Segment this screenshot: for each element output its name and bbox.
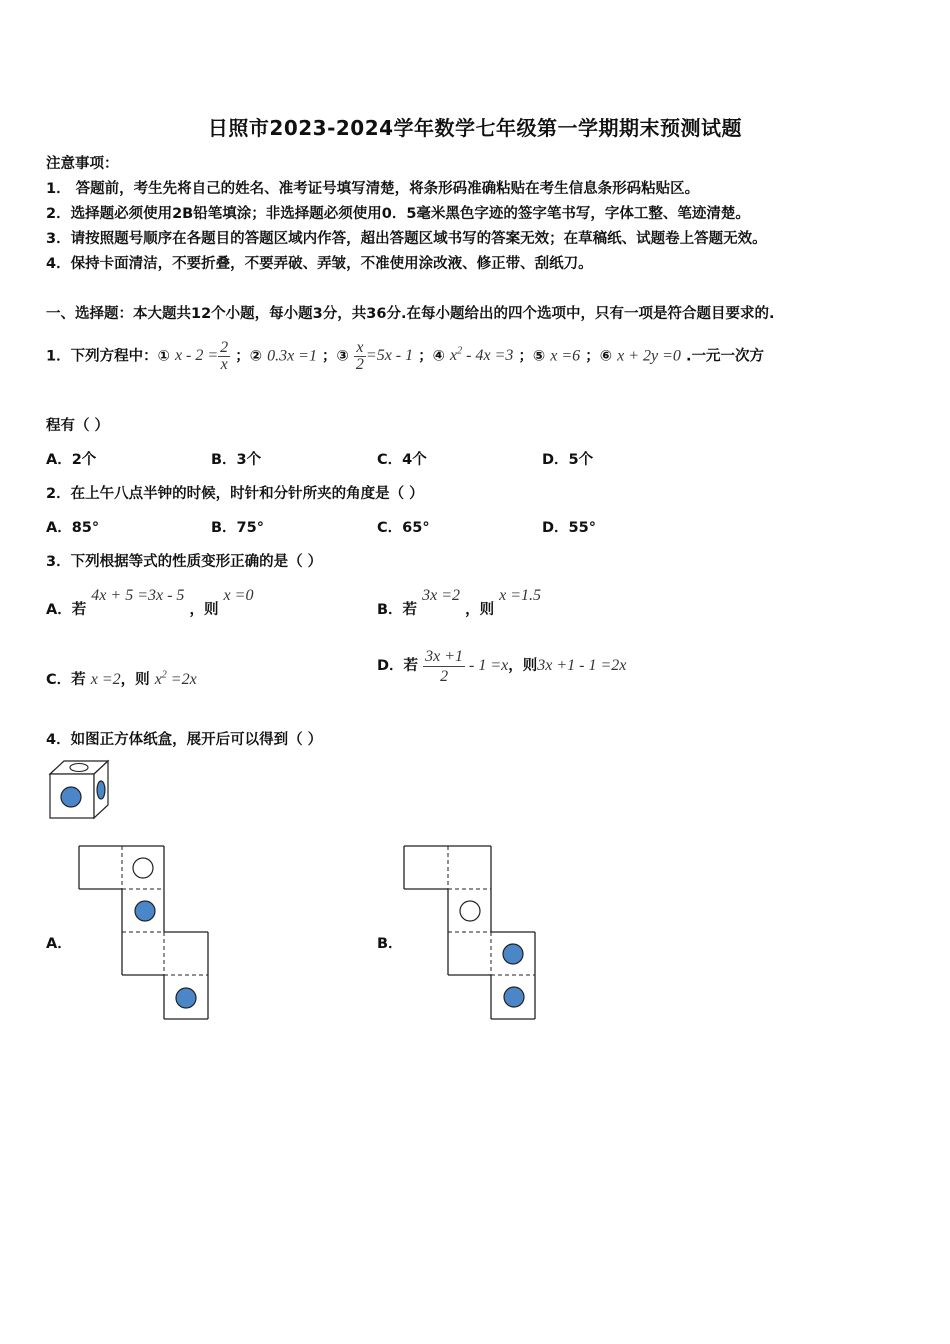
q1-suffix: .一元一次方: [685, 348, 764, 365]
q1-option-c[interactable]: C．4个: [377, 452, 427, 468]
page-title: 日照市2023-2024学年数学七年级第一学期期末预测试题: [207, 116, 743, 140]
q1-eq5: x =6: [550, 347, 581, 365]
q1-eq4: $x^2 - 4x =3$: [450, 346, 514, 365]
notice-item-4: 4．保持卡面清洁，不要折叠，不要弄破、弄皱，不准使用涂改液、修正带、刮纸刀。: [46, 256, 593, 272]
q4-option-a[interactable]: A．: [46, 936, 72, 952]
q3-option-c[interactable]: C．若 x =2，则 $x^2 =2x$: [46, 669, 197, 688]
notice-item-1: 1． 答题前，考生先将自己的姓名、准考证号填写清楚，将条形码准确粘贴在考生信息条形码粘贴区。: [46, 181, 700, 197]
question-1: [46, 330, 764, 374]
notice-heading: 注意事项：: [46, 156, 119, 172]
q1-sep: ；⑤: [518, 348, 546, 365]
notice-item-2: 2．选择题必须使用2B铅笔填涂；非选择题必须使用0．5毫米黑色字迹的签字笔书写，字体工整、笔迹清楚。: [46, 206, 750, 222]
section-heading: 一、选择题：本大题共12个小题，每小题3分，共36分.在每小题给出的四个选项中，只有一项是符合题目要求的.: [46, 306, 775, 322]
q3-option-d[interactable]: D．若 $\frac{3x +1}{2}$ - 1 =x，则3x +1 - 1 =2x: [377, 647, 627, 685]
q3-option-a[interactable]: A．若 4x + 5 =3x - 5 ，则 x =0: [46, 587, 254, 618]
q2-option-c[interactable]: C．65°: [377, 520, 430, 536]
q1-sep: ；④: [418, 348, 445, 365]
q1-sep: ；③: [322, 348, 349, 365]
cube-figure: [48, 758, 114, 824]
net-option-a: [78, 845, 212, 1023]
q1-option-d[interactable]: D．5个: [542, 452, 594, 468]
q1-prefix: 1．下列方程中：①: [46, 348, 170, 365]
q1-option-a[interactable]: A．2个: [46, 452, 97, 468]
q2-option-d[interactable]: D．55°: [542, 520, 596, 536]
question-2: 2．在上午八点半钟的时候，时针和分针所夹的角度是（ ）: [46, 486, 424, 502]
q2-option-a[interactable]: A．85°: [46, 520, 100, 536]
q1-option-b[interactable]: B．3个: [211, 452, 262, 468]
q1-eq1: x - 2 = $\frac{2}{x}$: [174, 339, 229, 374]
net-option-b: [403, 845, 539, 1023]
question-4: 4．如图正方体纸盒，展开后可以得到（ ）: [46, 732, 323, 748]
q3-option-b[interactable]: B．若 3x =2 ，则 x =1.5: [377, 587, 542, 618]
q4-option-b[interactable]: B．: [377, 936, 403, 952]
q1-eq2: 0.3x =1: [267, 347, 317, 365]
q1-continuation: 程有（ ）: [46, 418, 110, 434]
q1-eq3: $\frac{x}{2}$ =5x - 1: [355, 339, 414, 374]
q2-option-b[interactable]: B．75°: [211, 520, 264, 536]
notice-item-3: 3．请按照题号顺序在各题目的答题区域内作答，超出答题区域书写的答案无效；在草稿纸、试题卷上答题无效。: [46, 231, 767, 247]
question-3: 3．下列根据等式的性质变形正确的是（ ）: [46, 554, 323, 570]
q1-sep: ；②: [235, 348, 263, 365]
q1-eq6: x + 2y =0: [617, 347, 681, 365]
q1-sep: ；⑥: [585, 348, 613, 365]
